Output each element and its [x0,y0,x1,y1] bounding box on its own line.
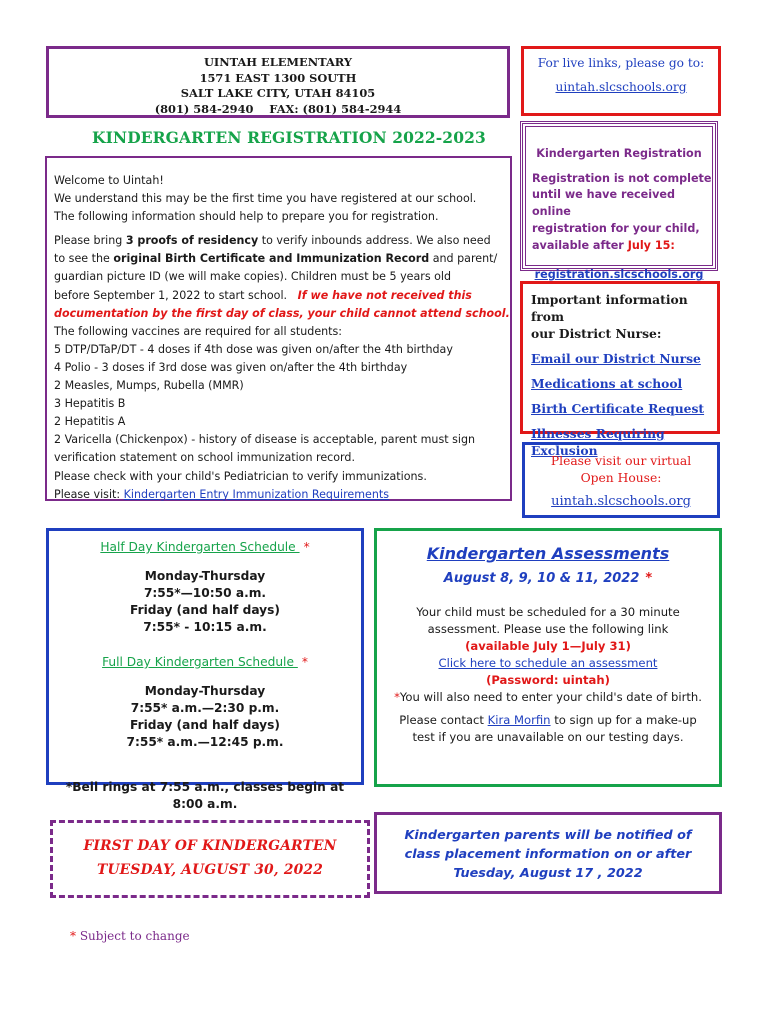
online-registration-link[interactable]: registration.slcschools.org [534,268,704,282]
assessment-line-2: assessment. Please use the following link [427,622,669,636]
registration-note-line: available after July 15: [532,238,675,252]
nurse-heading: Important information from our District Nurse: [531,292,688,341]
documentation-warning-2: documentation by the first day of class, your child cannot attend school. [54,306,510,320]
vaccine-item: 5 DTP/DTaP/DT - 4 doses if 4th dose was given on/after the 4th birthday [54,342,453,356]
placement-line-3: Tuesday, August 17 , 2022 [453,866,643,881]
live-links-label: For live links, please go to: [537,56,705,70]
subject-to-change-note: * Subject to change [70,929,190,943]
open-house-line-1: Please visit our virtual [550,454,692,468]
assessment-line-1: Your child must be scheduled for a 30 minute [416,605,680,619]
assessment-availability: (available July 1—July 31) [465,639,631,653]
birth-date-note: *You will also need to enter your child's date of birth. [394,690,702,704]
school-info-box [46,46,510,118]
class-placement-box [374,812,722,894]
vaccine-item: 2 Hepatitis A [54,415,126,429]
registration-note-line: until we have received online [532,188,675,219]
online-registration-box [520,121,718,282]
makeup-contact-line: Please contact Kira Morfin to sign up for a make-up [399,713,697,727]
kira-morfin-link[interactable]: Kira Morfin [487,713,551,727]
half-day-schedule-title: Half Day Kindergarten Schedule * [100,540,310,554]
residency-proofs: 3 proofs of residency [125,234,259,248]
birth-certificate-link[interactable]: Birth Certificate Request [531,400,705,416]
open-house-box [522,442,720,518]
live-links-box [521,46,721,116]
vaccines-intro: The following vaccines are required for all students: [54,324,343,338]
guardian-line: guardian picture ID (we will make copies). Children must be 5 years old [54,270,452,284]
vaccine-item: 2 Varicella (Chickenpox) - history of disease is acceptable, parent must sign [54,433,476,447]
vaccine-item: 4 Polio - 3 doses if 3rd dose was given on/after the 4th birthday [54,360,408,374]
first-day-box [50,820,370,898]
immunization-visit-line: Please visit: Kindergarten Entry Immunization Requirements [54,487,390,501]
intro-line-2: The following information should help to prepare you for registration. [54,210,439,224]
first-day-line-2: TUESDAY, AUGUST 30, 2022 [96,862,324,878]
page-title: KINDERGARTEN REGISTRATION 2022-2023 [92,128,486,147]
placement-line-1: Kindergarten parents will be notified of [404,828,692,843]
assessment-password: (Password: uintah) [486,673,610,687]
full-day-schedule-title: Full Day Kindergarten Schedule * [102,655,308,669]
assessment-dates: August 8, 9, 10 & 11, 2022 * [443,571,653,586]
half-day-times: Monday-Thursday 7:55*—10:50 a.m. Friday (and half days) 7:55* - 10:15 a.m. [130,569,280,634]
online-registration-title: Kindergarten Registration [536,147,702,160]
school-website-link[interactable]: uintah.slcschools.org [555,80,687,94]
school-phone-fax: (801) 584-2940 FAX: (801) 584-2944 [154,101,402,116]
open-house-link[interactable]: uintah.slcschools.org [551,494,691,509]
registration-info-box [45,156,512,501]
school-name: UINTAH ELEMENTARY [203,55,353,69]
welcome-text: Welcome to Uintah! [54,174,164,187]
registration-note-line: Registration is not complete [532,171,712,185]
email-nurse-link[interactable]: Email our District Nurse [531,351,701,367]
makeup-contact-line-2: test if you are unavailable on our testing days. [412,730,684,744]
medications-link[interactable]: Medications at school [531,376,683,392]
vaccine-item: verification statement on school immunization record. [54,451,355,465]
placement-line-2: class placement information on or after [404,847,692,862]
bell-note: *Bell rings at 7:55 a.m., classes begin at 8:00 a.m. [65,780,345,811]
illnesses-exclusion-link[interactable]: Illnesses Requiring Exclusion [531,425,665,458]
school-address-line-1: 1571 EAST 1300 SOUTH [199,70,357,85]
vaccine-item: 3 Hepatitis B [54,397,126,411]
immunization-requirements-link[interactable]: Kindergarten Entry Immunization Requirements [123,487,390,501]
registration-date: July 15: [627,238,675,252]
assessments-title: Kindergarten Assessments [426,544,670,563]
registration-note-line: registration for your child, [532,221,700,235]
full-day-times: Monday-Thursday 7:55* a.m.—2:30 p.m. Friday (and half days) 7:55* a.m.—12:45 p.m. [126,684,284,749]
vaccine-item: 2 Measles, Mumps, Rubella (MMR) [54,379,244,393]
schedule-assessment-link[interactable]: Click here to schedule an assessment [438,656,658,670]
district-nurse-box [520,281,720,458]
residency-line: Please bring 3 proofs of residency to verify inbounds address. We also need [54,234,491,248]
assessments-box [374,528,722,787]
school-address-line-2: SALT LAKE CITY, UTAH 84105 [180,86,376,100]
open-house-line-2: Open House: [580,471,662,485]
pediatrician-note: Please check with your child's Pediatrician to verify immunizations. [54,469,427,483]
first-day-line-1: FIRST DAY OF KINDERGARTEN [83,838,337,854]
intro-line-1: We understand this may be the first time you have registered at our school. [54,192,477,206]
required-documents: original Birth Certificate and Immunization Record [113,252,430,266]
documents-line: to see the original Birth Certificate and Immunization Record and parent/ [54,252,498,266]
documentation-warning-1: If we have not received this [297,288,472,302]
schedule-box [46,528,364,811]
age-line: before September 1, 2022 to start school. If we have not received this [54,288,472,302]
